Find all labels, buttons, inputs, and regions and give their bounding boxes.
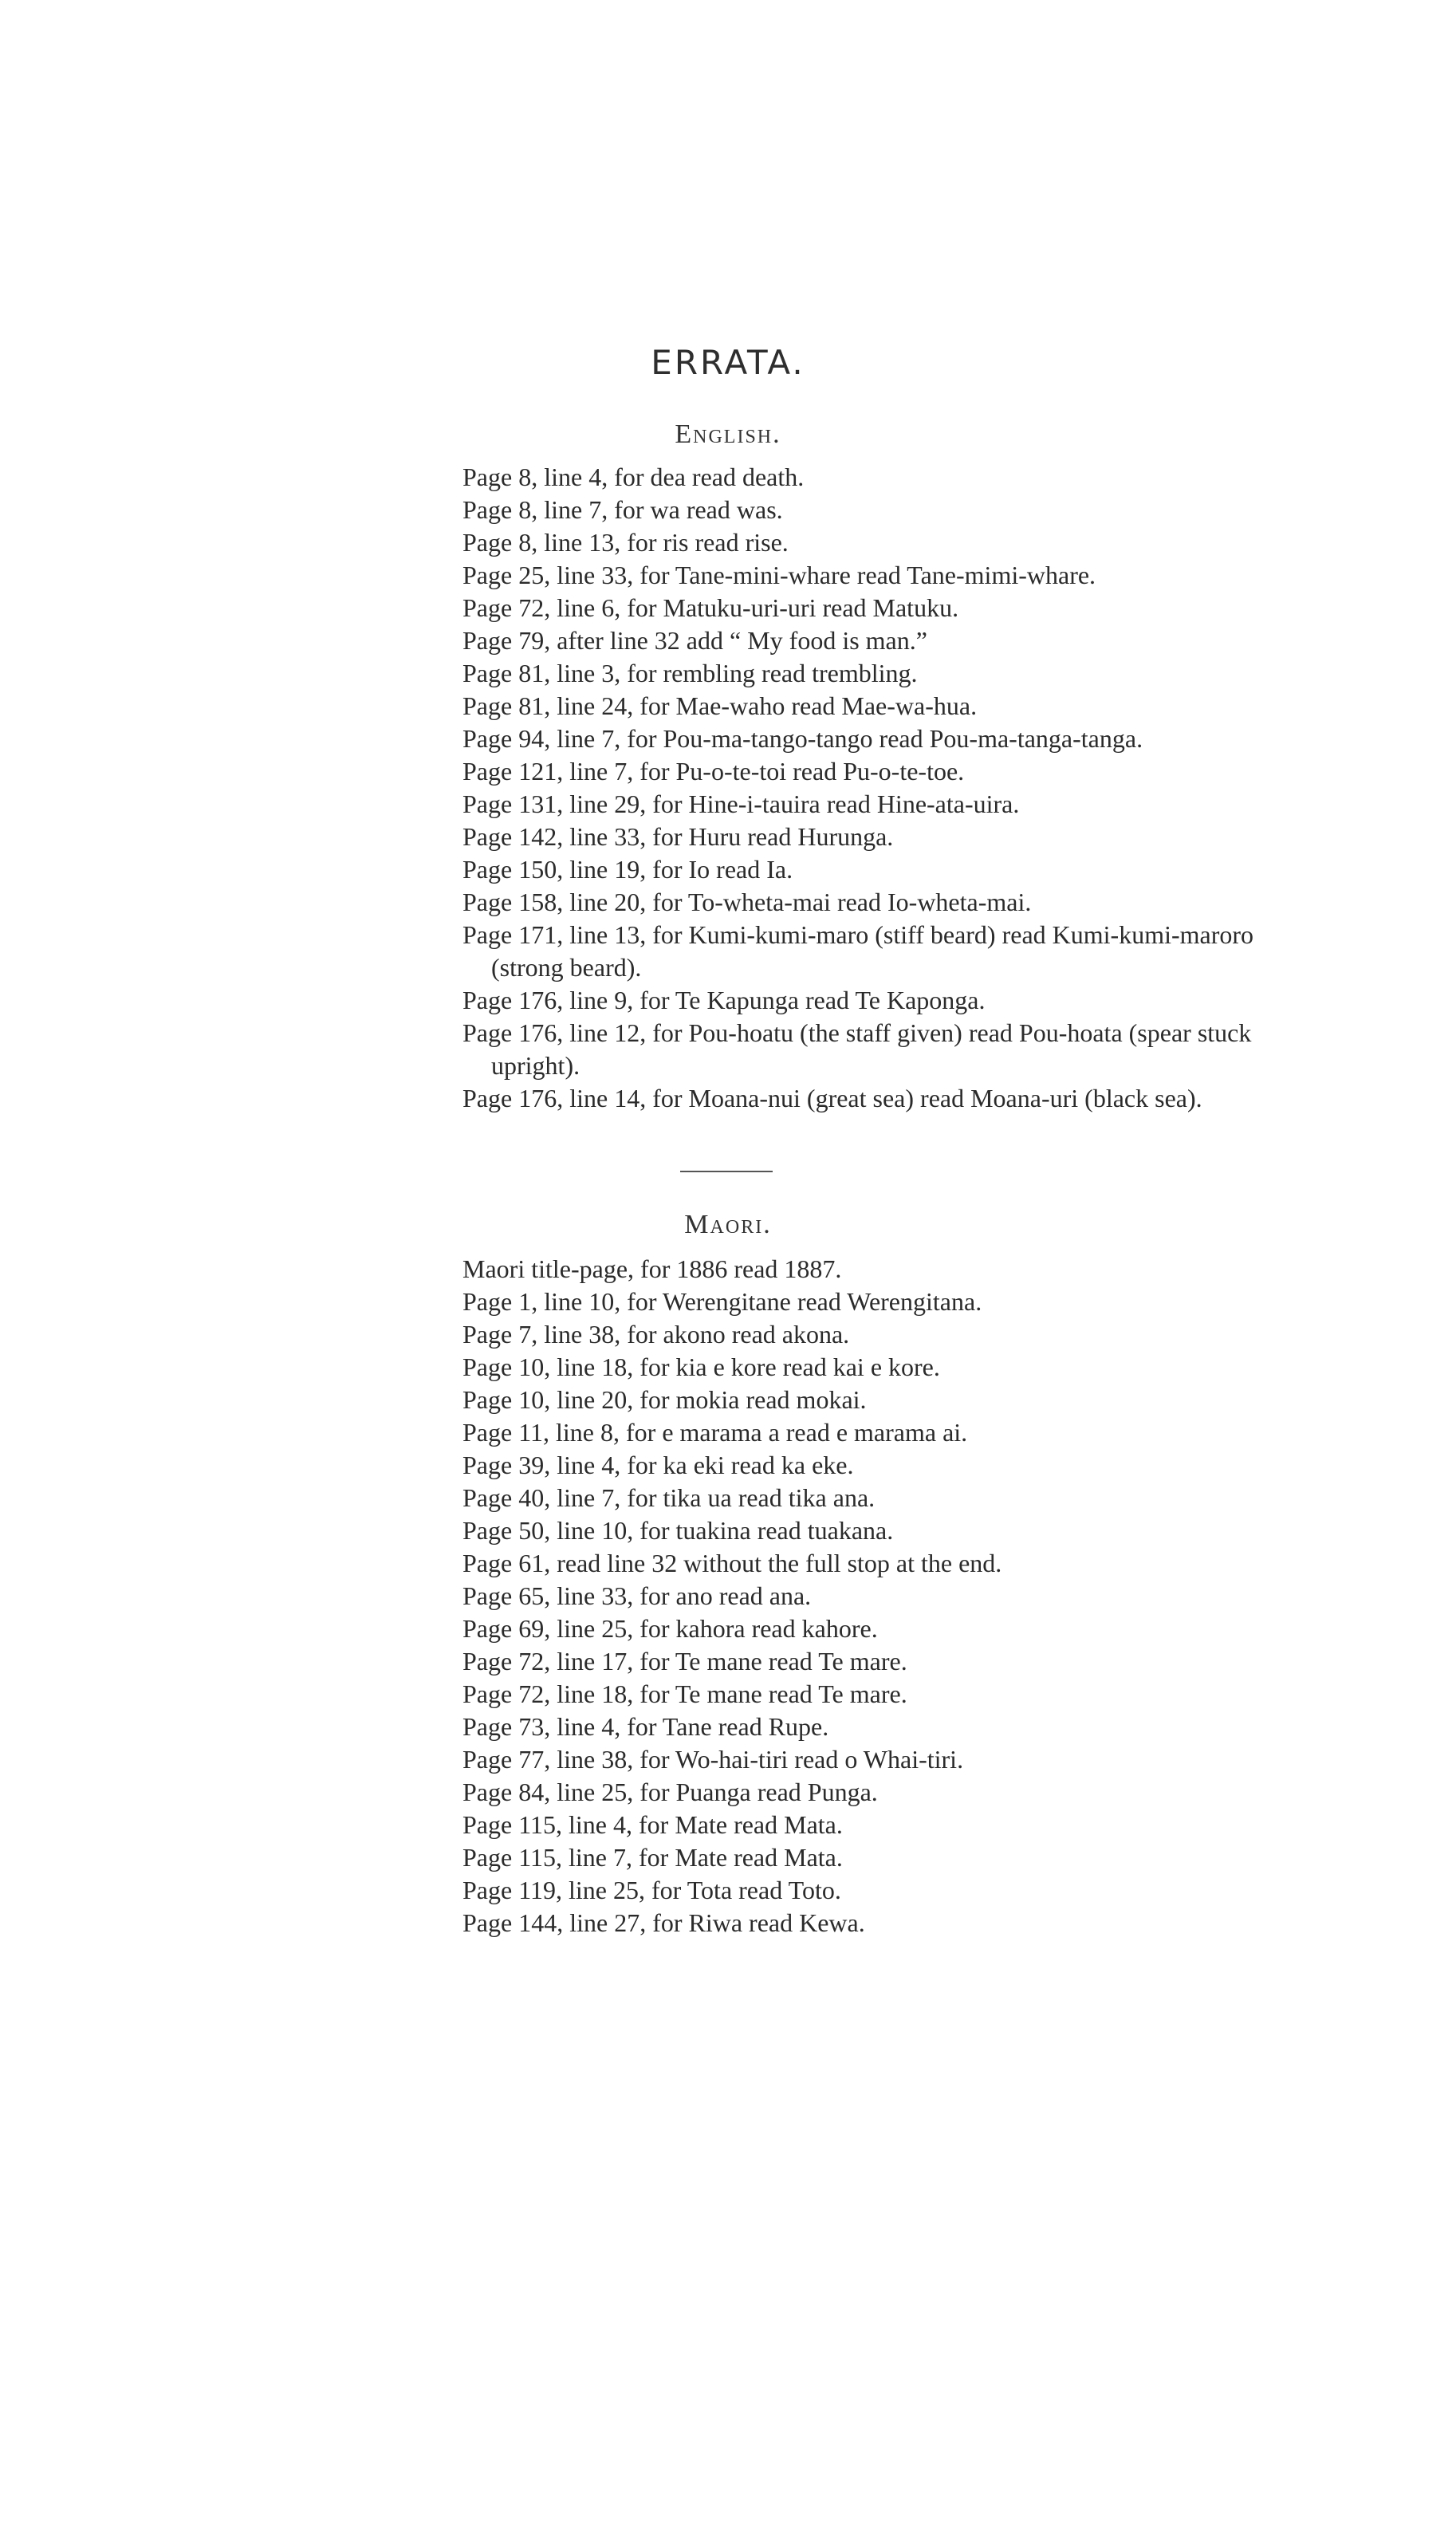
english-section-heading: English. — [675, 419, 781, 449]
errata-entry: Page 81, line 3, for rembling read trembling. — [462, 659, 918, 687]
section-divider — [680, 1171, 773, 1172]
errata-entry: Page 8, line 13, for ris read rise. — [462, 528, 789, 557]
errata-entry: Page 61, read line 32 without the full stop at the end. — [462, 1549, 1002, 1577]
errata-entry: Page 65, line 33, for ano read ana. — [462, 1581, 812, 1610]
errata-entry: Page 171, line 13, for Kumi-kumi-maro (stiff beard) read Kumi-kumi-maroro (strong beard). — [462, 920, 1254, 982]
errata-entry: Page 73, line 4, for Tane read Rupe. — [462, 1712, 829, 1741]
errata-entry: Page 144, line 27, for Riwa read Kewa. — [462, 1908, 865, 1937]
page-title: ERRATA. — [651, 343, 805, 382]
errata-entry: Page 50, line 10, for tuakina read tuakana. — [462, 1516, 894, 1545]
errata-entry: Page 176, line 12, for Pou-hoatu (the staff given) read Pou-hoata (spear stuck upright). — [462, 1018, 1252, 1080]
errata-entry: Page 176, line 14, for Moana-nui (great sea) read Moana-uri (black sea). — [462, 1084, 1202, 1112]
errata-entry: Page 72, line 18, for Te mane read Te mare. — [462, 1679, 907, 1708]
errata-entry: Page 10, line 20, for mokia read mokai. — [462, 1385, 867, 1414]
errata-entry: Page 121, line 7, for Pu-o-te-toi read Pu-o-te-toe. — [462, 757, 965, 786]
errata-entry: Page 39, line 4, for ka eki read ka eke. — [462, 1451, 854, 1479]
errata-entry: Page 72, line 17, for Te mane read Te mare. — [462, 1647, 907, 1675]
errata-entry: Page 150, line 19, for Io read Ia. — [462, 855, 793, 884]
errata-entry: Page 1, line 10, for Werengitane read Werengitana. — [462, 1287, 982, 1316]
errata-entry: Page 11, line 8, for e marama a read e marama ai. — [462, 1418, 968, 1447]
errata-entry: Page 176, line 9, for Te Kapunga read Te Kaponga. — [462, 986, 986, 1014]
errata-entry: Page 25, line 33, for Tane-mini-whare read Tane-mimi-whare. — [462, 561, 1096, 589]
errata-entry: Maori title-page, for 1886 read 1887. — [462, 1254, 842, 1283]
errata-entry: Page 77, line 38, for Wo-hai-tiri read o Whai-tiri. — [462, 1745, 964, 1774]
errata-entry: Page 8, line 4, for dea read death. — [462, 463, 805, 491]
maori-section-heading: Maori. — [684, 1210, 772, 1239]
errata-entry: Page 158, line 20, for To-wheta-mai read Io-wheta-mai. — [462, 888, 1032, 916]
errata-entry: Page 8, line 7, for wa read was. — [462, 495, 783, 524]
errata-entry: Page 142, line 33, for Huru read Hurunga. — [462, 822, 894, 851]
errata-entry: Page 115, line 7, for Mate read Mata. — [462, 1843, 843, 1872]
errata-entry: Page 131, line 29, for Hine-i-tauira read Hine-ata-uira. — [462, 789, 1020, 818]
errata-entry: Page 81, line 24, for Mae-waho read Mae-wa-hua. — [462, 691, 978, 720]
errata-entry: Page 119, line 25, for Tota read Toto. — [462, 1876, 841, 1904]
errata-entry: Page 79, after line 32 add “ My food is man.” — [462, 626, 927, 655]
maori-errata-list — [462, 1253, 1324, 1939]
errata-entry: Page 40, line 7, for tika ua read tika ana. — [462, 1483, 876, 1512]
errata-entry: Page 72, line 6, for Matuku-uri-uri read Matuku. — [462, 593, 959, 622]
errata-entry: Page 10, line 18, for kia e kore read kai e kore. — [462, 1353, 940, 1381]
errata-entry: Page 84, line 25, for Puanga read Punga. — [462, 1778, 878, 1806]
errata-entry: Page 94, line 7, for Pou-ma-tango-tango read Pou-ma-tanga-tanga. — [462, 724, 1143, 753]
errata-entry: Page 7, line 38, for akono read akona. — [462, 1320, 850, 1349]
errata-entry: Page 69, line 25, for kahora read kahore. — [462, 1614, 878, 1643]
english-errata-list — [462, 461, 1324, 1115]
errata-entry: Page 115, line 4, for Mate read Mata. — [462, 1810, 843, 1839]
